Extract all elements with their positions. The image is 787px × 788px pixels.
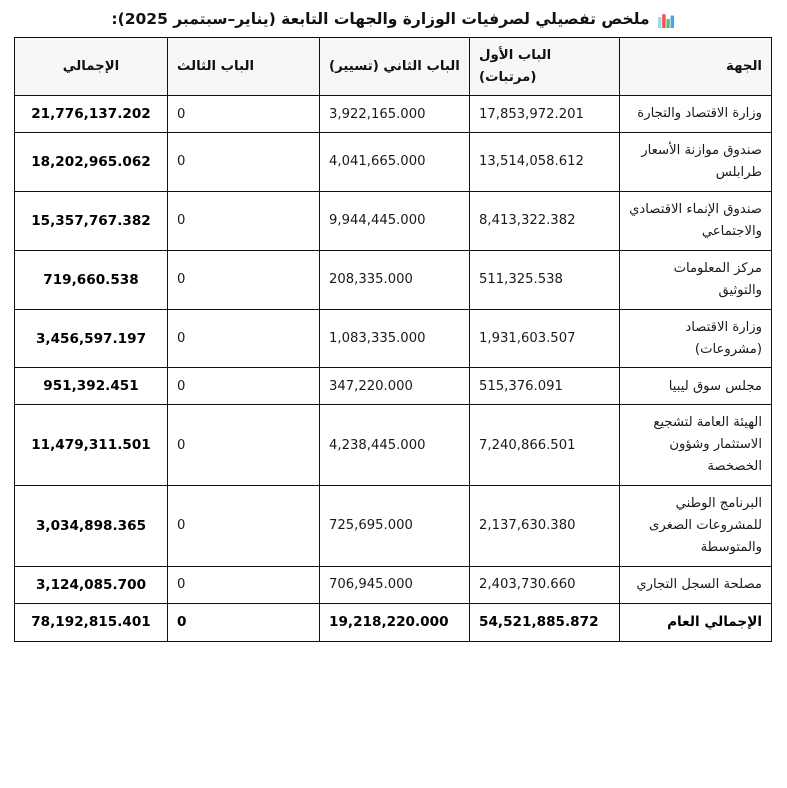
table-row xyxy=(15,309,772,368)
cell-bab2: 4,238,445.000 xyxy=(320,405,470,486)
cell-entity: وزارة الاقتصاد (مشروعات) xyxy=(620,309,772,368)
table-row xyxy=(15,133,772,192)
cell-bab3: 0 xyxy=(168,603,320,641)
cell-total: 11,479,311.501 xyxy=(15,405,168,486)
table-row xyxy=(15,96,772,133)
cell-bab1: 515,376.091 xyxy=(470,368,620,405)
table-row xyxy=(15,486,772,567)
table-row xyxy=(15,250,772,309)
cell-total: 3,124,085.700 xyxy=(15,566,168,603)
cell-bab2: 725,695.000 xyxy=(320,486,470,567)
cell-bab3: 0 xyxy=(168,192,320,251)
cell-total: 951,392.451 xyxy=(15,368,168,405)
cell-entity: صندوق الإنماء الاقتصادي والاجتماعي xyxy=(620,192,772,251)
table-row xyxy=(15,405,772,486)
table-container xyxy=(0,37,787,641)
cell-bab1: 2,403,730.660 xyxy=(470,566,620,603)
cell-bab3: 0 xyxy=(168,566,320,603)
cell-bab2: 706,945.000 xyxy=(320,566,470,603)
cell-bab1: 13,514,058.612 xyxy=(470,133,620,192)
cell-bab3: 0 xyxy=(168,368,320,405)
cell-bab1: 8,413,322.382 xyxy=(470,192,620,251)
table-header-row xyxy=(15,38,772,96)
cell-bab3: 0 xyxy=(168,405,320,486)
cell-bab3: 0 xyxy=(168,309,320,368)
cell-entity: مجلس سوق ليبيا xyxy=(620,368,772,405)
cell-entity: الإجمالي العام xyxy=(620,603,772,641)
bar-chart-icon xyxy=(657,11,676,30)
cell-bab3: 0 xyxy=(168,486,320,567)
cell-bab1: 54,521,885.872 xyxy=(470,603,620,641)
cell-bab3: 0 xyxy=(168,96,320,133)
cell-bab2: 347,220.000 xyxy=(320,368,470,405)
cell-entity: البرنامج الوطني للمشروعات الصغرى والمتوسطة xyxy=(620,486,772,567)
page-title-text: ملخص تفصيلي لصرفيات الوزارة والجهات التابعة (يناير–سبتمبر 2025): xyxy=(111,10,650,28)
table-body xyxy=(15,96,772,641)
grand-total-row xyxy=(15,603,772,641)
cell-bab1: 511,325.538 xyxy=(470,250,620,309)
cell-entity: الهيئة العامة لتشجيع الاستثمار وشؤون الخصخصة xyxy=(620,405,772,486)
cell-total: 78,192,815.401 xyxy=(15,603,168,641)
table-header xyxy=(15,38,772,96)
cell-total: 3,456,597.197 xyxy=(15,309,168,368)
cell-total: 719,660.538 xyxy=(15,250,168,309)
column-header-bab3: الباب الثالث xyxy=(168,38,320,96)
column-header-entity: الجهة xyxy=(620,38,772,96)
column-header-bab2: الباب الثاني (تسيير) xyxy=(320,38,470,96)
page-title xyxy=(0,0,787,37)
cell-entity: مصلحة السجل التجاري xyxy=(620,566,772,603)
cell-bab2: 208,335.000 xyxy=(320,250,470,309)
cell-entity: مركز المعلومات والتوثيق xyxy=(620,250,772,309)
table-row xyxy=(15,368,772,405)
cell-total: 3,034,898.365 xyxy=(15,486,168,567)
cell-total: 15,357,767.382 xyxy=(15,192,168,251)
column-header-total: الإجمالي xyxy=(15,38,168,96)
cell-bab3: 0 xyxy=(168,250,320,309)
cell-total: 21,776,137.202 xyxy=(15,96,168,133)
cell-entity: صندوق موازنة الأسعار طرابلس xyxy=(620,133,772,192)
cell-total: 18,202,965.062 xyxy=(15,133,168,192)
cell-bab2: 1,083,335.000 xyxy=(320,309,470,368)
column-header-bab1: الباب الأول (مرتبات) xyxy=(470,38,620,96)
cell-bab2: 19,218,220.000 xyxy=(320,603,470,641)
expenditure-table xyxy=(14,37,772,641)
cell-entity: وزارة الاقتصاد والتجارة xyxy=(620,96,772,133)
cell-bab1: 7,240,866.501 xyxy=(470,405,620,486)
table-row xyxy=(15,566,772,603)
cell-bab3: 0 xyxy=(168,133,320,192)
cell-bab1: 2,137,630.380 xyxy=(470,486,620,567)
cell-bab1: 17,853,972.201 xyxy=(470,96,620,133)
table-row xyxy=(15,192,772,251)
cell-bab2: 9,944,445.000 xyxy=(320,192,470,251)
cell-bab2: 4,041,665.000 xyxy=(320,133,470,192)
cell-bab1: 1,931,603.507 xyxy=(470,309,620,368)
cell-bab2: 3,922,165.000 xyxy=(320,96,470,133)
